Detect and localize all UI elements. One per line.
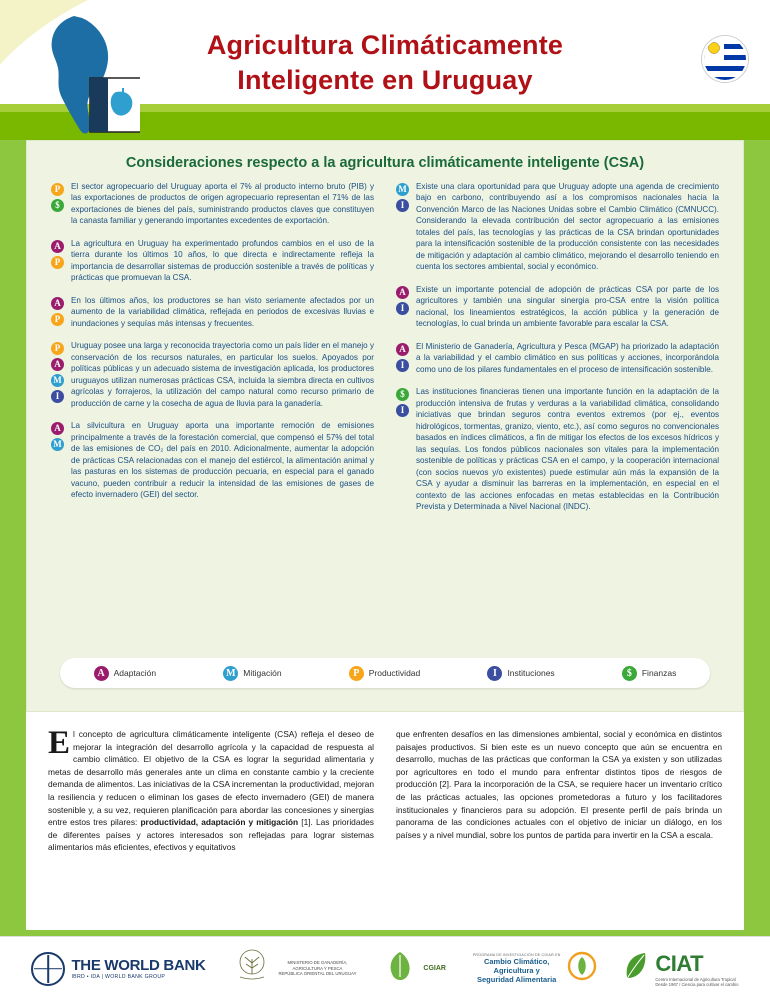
adaptacion-icon: A: [396, 286, 409, 299]
csa-bullet: [51, 295, 374, 329]
legend-item-instituciones: [487, 666, 554, 681]
mgap-text: [278, 960, 356, 977]
ciat-text: [655, 951, 738, 987]
csa-bullet-text: Uruguay posee una larga y reconocida trayectoria como un país líder en el manejo y conservación de los recursos naturales, en particular los suelos. Apoyados por políticas públicas y un adecuado sistema de investigación aplicada, los productores uruguayos utilizan numerosas prácticas CSA, incluida la siembra directa en cultivos agrícolas y forrajeros, la utilización del campo natural como recurso primario de producción de carne y la cosecha de agua de lluvia para la ganadería.: [71, 341, 374, 408]
ccafs-line1: Cambio Climático,: [483, 957, 550, 967]
instituciones-icon: I: [396, 302, 409, 315]
finanzas-icon: $: [396, 388, 409, 401]
csa-bullet-text: La agricultura en Uruguay ha experimentado profundos cambios en el uso de la tierra durante los últimos 10 años, lo que directa e indirectamente refleja la importancia de desarrollar sistemas de producción sostenible a través de políticas y prácticas que promuevan la CSA.: [71, 238, 374, 283]
article-left-column: [48, 725, 374, 854]
bullet-icon-group: [51, 295, 64, 329]
ciat-leaf-icon: [623, 951, 649, 986]
legend-item-mitigacion: [223, 666, 281, 681]
article-left-text: [48, 725, 374, 854]
csa-bullet: [396, 284, 719, 330]
ccafs-logo-icon: [567, 951, 597, 986]
adaptacion-icon: A: [51, 297, 64, 310]
csa-bullet: [51, 181, 374, 227]
csa-bullet: [396, 386, 719, 512]
instituciones-icon: I: [396, 404, 409, 417]
bullet-icon-group: [396, 284, 409, 330]
ciat-name: CIAT: [655, 950, 704, 976]
csa-right-column: [396, 181, 719, 524]
mgap-logo: [232, 947, 356, 990]
bullet-icon-group: [396, 341, 409, 375]
cgiar-logo: [383, 949, 446, 988]
world-bank-logo: [31, 952, 205, 986]
ccafs-line2: Agricultura y: [493, 966, 540, 976]
adaptacion-icon: A: [51, 422, 64, 435]
adaptacion-icon: A: [94, 666, 109, 681]
instituciones-icon: I: [396, 359, 409, 372]
legend-item-adaptacion: [94, 666, 157, 681]
adaptacion-icon: A: [396, 343, 409, 356]
mitigacion-icon: M: [51, 374, 64, 387]
article-left-part1: l concepto de agricultura climáticamente inteligente (CSA) refleja el deseo de mejorar la integración del desarrollo agrícola y la capacidad de respuesta al cambio climático. El objetivo de la CSA es lograr la seguridad alimentaria y metas de desarrollo más generales ante un clima en constante cambio y la creciente demanda de alimentos. Las iniciativas de la CSA incrementan la productividad, mejoran la resiliencia y reducen o eliminan los gases de efecto invernadero (GEI) de manera sostenible y, a su vez, requieren planificación para abordar las concesiones y sinergias entre estos tres pilares:: [48, 729, 374, 828]
csa-bullet-text: Existe una clara oportunidad para que Uruguay adopte una agenda de crecimiento bajo en carbono, contribuyendo así a los compromisos nacionales hacia la Convención Marco de las Naciones Unidas sobre el Cambio Climático (CMNUCC). Considerando la elevada contribución del sector agropecuario a las emisiones totales del país, las tecnologías y las prácticas de la CSA brindan oportunidades para la intensificación sostenible de la producción consistente con las necesidades de mitigación y adaptación al cambio climático, mejorando el desarrollo teniendo en cuenta los sectores ambiental, social y económico.: [416, 182, 719, 272]
bullet-icon-group: [51, 420, 64, 500]
mgap-line2: AGRICULTURA Y PESCA: [292, 965, 343, 971]
adaptacion-icon: A: [51, 358, 64, 371]
article-left-part2: [1]. Las prioridades de diferentes países y actores interesados son reflejadas para lograr sistemas alimentarios más eficientes, efectivos y equitativos: [48, 817, 374, 853]
world-bank-name: THE WORLD BANK: [71, 957, 206, 974]
mgap-line3: REPÚBLICA ORIENTAL DEL URUGUAY: [278, 971, 357, 977]
productividad-icon: P: [51, 342, 64, 355]
csa-considerations-panel: [26, 140, 744, 712]
ciat-tagline: Desde 1967 / Ciencia para cultivar el cambio: [655, 981, 739, 987]
csa-bullet-text: Existe un importante potencial de adopción de prácticas CSA por parte de los agricultores y también una singular sinergia pro-CSA entre la visión política nacional, los lineamientos estratégicos, la acción pública y la generación de tecnologías, lo cual brinda un ambiente favorable para escalar la CSA.: [416, 284, 719, 329]
bullet-icon-group: [51, 238, 64, 284]
left-green-border: [0, 140, 26, 935]
ciat-sub: Centro Internacional de Agricultura Tropical: [655, 976, 736, 982]
instituciones-icon: I: [396, 199, 409, 212]
article-dropcap: E: [48, 725, 71, 761]
csa-bullet: [396, 181, 719, 273]
productividad-icon: P: [51, 256, 64, 269]
bullet-icon-group: [396, 386, 409, 512]
bullet-icon-group: [51, 181, 64, 227]
ccafs-text: [473, 953, 561, 985]
article-right-text: que enfrenten desafíos en las dimensiones ambiental, social y económica en distintos paisajes productivos. Si bien este es un nuevo concepto que aún se encuentra en desarrollo, muchas de las prácticas que conforman la CSA ya existen y son utilizadas por agricultores en todo el mundo para enfrentar distintos tipos de riesgos de producción [2]. Para la incorporación de la CSA, se requiere hacer un inventario crítico de las prácticas actuales, las opciones prometedoras a futuro y los facilitadores institucionales y financieros para su adopción. El presente perfil de país brinda un panorama de las condiciones actuales con el objetivo de iniciar un diálogo, en los países y a nivel mundial, sobre los puntos de partida para invertir en la CSA a escala.: [396, 729, 722, 840]
legend-label: Productividad: [368, 668, 421, 678]
productividad-icon: P: [51, 313, 64, 326]
cgiar-leaf-icon: [383, 949, 417, 988]
instituciones-icon: I: [487, 666, 502, 681]
productividad-icon: P: [51, 183, 64, 196]
csa-bullet: [51, 238, 374, 284]
cgiar-name: CGIAR: [423, 965, 446, 972]
legend-label: Finanzas: [641, 668, 677, 678]
page-title-line1: Agricultura Climáticamente: [206, 30, 564, 60]
csa-bullet-text: El sector agropecuario del Uruguay aporta el 7% al producto interno bruto (PIB) y las exportaciones de productos de origen agropecuario representan el 71% de las exportaciones de bienes del país, suministrando productos claves que constituyen la canasta familiar y generando importantes excedentes de exportación.: [71, 182, 374, 226]
world-bank-globe-icon: [31, 952, 65, 986]
legend-item-productividad: [349, 666, 421, 681]
legend-label: Adaptación: [113, 668, 157, 678]
instituciones-icon: I: [51, 390, 64, 403]
page-header: [0, 0, 770, 140]
ccafs-logo: [473, 951, 597, 986]
ccafs-program-label: PROGRAMA DE INVESTIGACIÓN DE CGIAR EN: [472, 952, 561, 957]
legend-label: Mitigación: [243, 668, 282, 678]
uruguay-flag-icon: [702, 36, 748, 82]
finanzas-icon: $: [51, 199, 64, 212]
article-right-column: [396, 728, 722, 854]
mgap-tree-icon: [232, 947, 272, 990]
bullet-icon-group: [396, 181, 409, 273]
mitigacion-icon: M: [51, 438, 64, 451]
ciat-logo: [623, 951, 738, 987]
legend-label: Instituciones: [507, 668, 555, 678]
bullet-icon-group: [51, 340, 64, 409]
csa-bullet: [51, 340, 374, 409]
article-left-bold: productividad, adaptación y mitigación: [140, 817, 299, 828]
csa-panel-title: Consideraciones respecto a la agricultura climáticamente inteligente (CSA): [125, 155, 645, 171]
right-green-border: [744, 140, 770, 935]
csa-bullet: [51, 420, 374, 500]
csa-bullet-text: En los últimos años, los productores se han visto seriamente afectados por un aumento de la variabilidad climática, reflejada en periodos de excesivas lluvias e inundaciones y sequías más intensas y frecuentes.: [71, 295, 374, 328]
csa-left-column: [51, 181, 374, 524]
adaptacion-icon: A: [51, 240, 64, 253]
page-footer: [0, 936, 770, 1000]
csa-columns: [27, 181, 743, 524]
mgap-line1: MINISTERIO DE GANADERÍA,: [287, 959, 348, 965]
page-title-line2: Inteligente en Uruguay: [237, 64, 533, 95]
finanzas-icon: $: [622, 666, 637, 681]
csa-bullet: [396, 341, 719, 375]
page-title: [150, 28, 620, 97]
intro-article: [26, 720, 744, 854]
csa-bullet-text: La silvicultura en Uruguay aporta una importante remoción de emisiones principalmente a través de la forestación comercial, que compensó el 57% del total de las emisiones de CO₂ del país en 2010. Adicionalmente, aumentar la adopción de prácticas CSA relacionadas con el manejo del estiércol, la alimentación animal y las pasturas en los sistemas de producción pecuaria, en especial para el ganado vacuno, pueden contribuir a reducir la intensidad de las emisiones de gases de efecto invernadero (GEI) del sector.: [71, 421, 374, 500]
mitigacion-icon: M: [223, 666, 238, 681]
csa-bullet-text: Las instituciones financieras tienen una importante función en la adaptación de la producción intensiva de frutas y verduras a la variabilidad climática, consolidando iniciativas que brindan seguros contra eventos extremos (por ej., eventos hidrológicos, tormentas, granizo, viento, etc.), así como seguros no convencionales basados en índices climáticos, a fin de mitigar los efectos de los excesos hídricos y las sequías. Los fondos públicos nacionales son vitales para la implementación sostenible de políticas y prácticas CSA en el campo, y la cooperación internacional (con socios nuevos y/o existentes) puede estimular aún más la expansión de la CSA y ayudar a disminuir las barreras en la implementación, en especial en el contexto de las acciones enfocadas en metas establecidas en la Contribución Prevista y Determinada a Nivel Nacional (INDC).: [416, 387, 719, 512]
csa-pillar-legend: [60, 658, 710, 688]
mitigacion-icon: M: [396, 183, 409, 196]
world-bank-text: [71, 957, 205, 980]
page-body: [0, 140, 770, 1000]
legend-item-finanzas: [622, 666, 677, 681]
ccafs-line3: Seguridad Alimentaria: [477, 975, 557, 985]
world-bank-sub: IBRD • IDA | WORLD BANK GROUP: [71, 974, 166, 980]
productividad-icon: P: [349, 666, 364, 681]
south-america-map-icon: [30, 14, 140, 139]
csa-bullet-text: El Ministerio de Ganadería, Agricultura y Pesca (MGAP) ha priorizado la adaptación a la variabilidad y el cambio climático en sus políticas y acciones, incorporándola como uno de los pilares fundamentales en el proceso de intensificación sostenible.: [416, 341, 719, 374]
